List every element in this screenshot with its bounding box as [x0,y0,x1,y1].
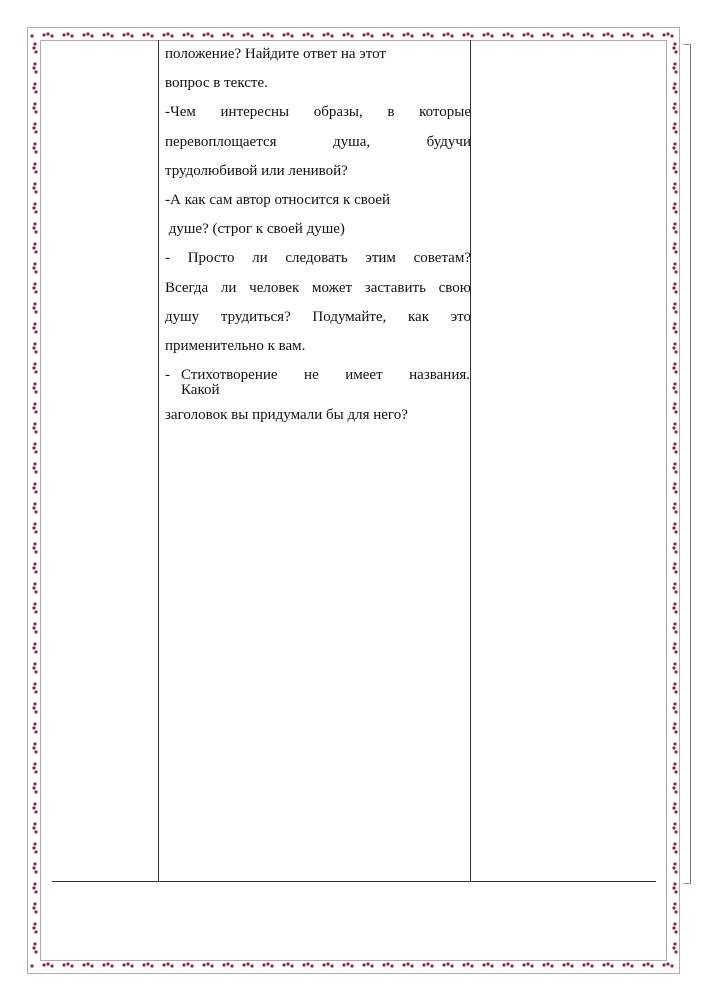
list-dash: - [165,367,170,384]
table-cell-text [165,40,471,425]
text-line: положение? Найдите ответ на этот [165,46,386,62]
text-line: применительно к вам. [165,338,306,355]
text-line: заголовок вы придумали бы для него? [165,407,408,424]
text-line: душе? (строг к своей душе) [165,221,345,238]
text-line: перевоплощается душа, будучи [165,133,471,150]
text-line: вопрос в тексте. [165,75,268,92]
page-edge [683,44,691,884]
text-line: душу трудиться? Подумайте, как это [165,308,471,325]
list-item-line: Какой [181,382,220,399]
list-item-line: Стихотворение не имеет названия. [181,367,470,384]
list-item [165,361,471,405]
table-bottom-border [52,881,656,882]
text-line: -А как сам автор относится к своей [165,192,391,209]
text-line: трудолюбивой или ленивой? [165,162,348,179]
table-column-divider-left [158,40,159,882]
text-line: - Просто ли следовать этим советам? [165,250,471,267]
text-line: -Чем интересны образы, в которые [165,104,471,121]
text-line: Всегда ли человек может заставить свою [165,279,471,296]
